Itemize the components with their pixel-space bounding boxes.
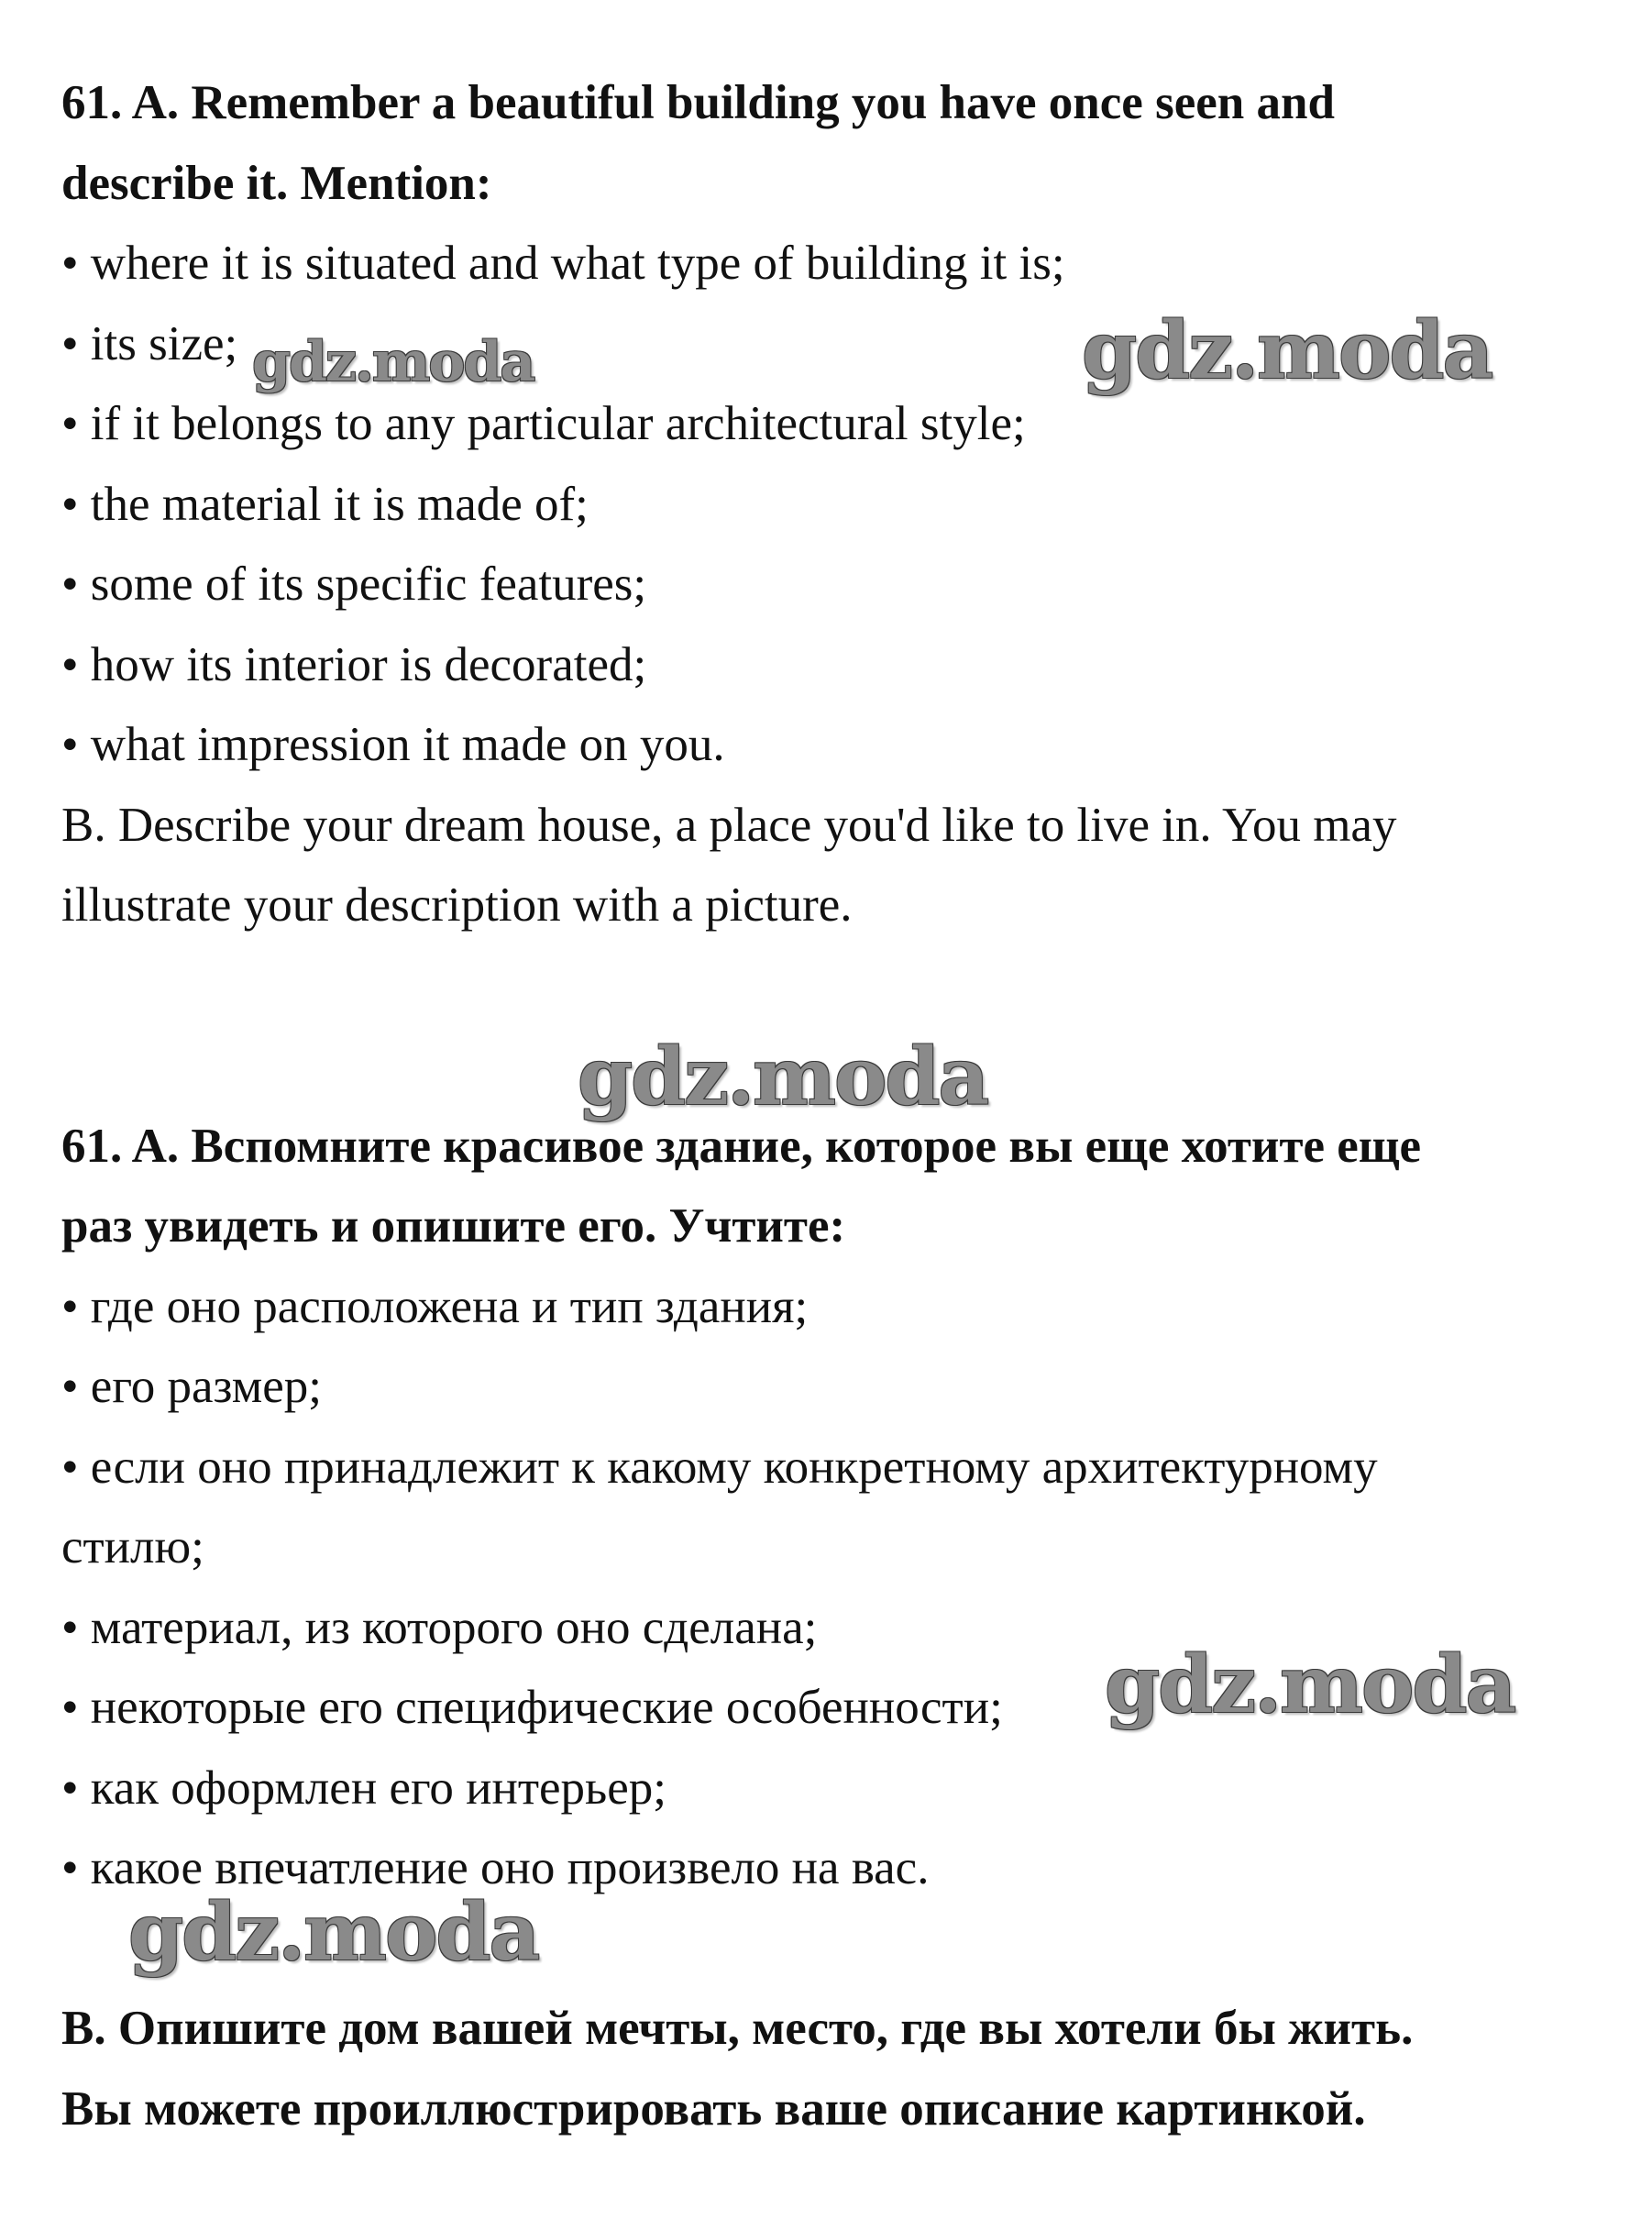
en-part-b-line-1: B. Describe your dream house, a place you'd like to live in. You may bbox=[61, 799, 1397, 852]
ru-task-title-line-2: раз увидеть и опишите его. Учтите: bbox=[61, 1199, 846, 1253]
en-bullet-impression: • what impression it made on you. bbox=[61, 718, 725, 771]
watermark-logo: gdz.moda bbox=[578, 1031, 988, 1123]
en-task-title-line-1: 61. A. Remember a beautiful building you have once seen and bbox=[61, 76, 1335, 129]
watermark-logo: gdz.moda bbox=[128, 1886, 539, 1979]
ru-bullet-size: • его размер; bbox=[61, 1360, 322, 1413]
ru-task-title-line-1: 61. A. Вспомните красивое здание, которое вы еще хотите еще bbox=[61, 1120, 1422, 1173]
watermark-logo: gdz.moda bbox=[252, 330, 534, 394]
ru-bullet-location: • где оно расположена и тип здания; bbox=[61, 1280, 809, 1333]
watermark-logo: gdz.moda bbox=[1082, 304, 1492, 397]
watermark-logo: gdz.moda bbox=[1105, 1639, 1515, 1731]
en-bullet-material: • the material it is made of; bbox=[61, 478, 589, 531]
en-bullet-interior: • how its interior is decorated; bbox=[61, 638, 647, 691]
ru-bullet-style-cont: стилю; bbox=[61, 1520, 204, 1573]
en-bullet-style: • if it belongs to any particular architectural style; bbox=[61, 397, 1026, 450]
ru-bullet-material: • материал, из которого оно сделана; bbox=[61, 1601, 818, 1654]
ru-bullet-features: • некоторые его специфические особенности; bbox=[61, 1681, 1003, 1734]
en-part-b-line-2: illustrate your description with a picture. bbox=[61, 878, 853, 932]
ru-bullet-style: • если оно принадлежит к какому конкретному архитектурному bbox=[61, 1441, 1378, 1494]
ru-part-b-line-2: Вы можете проиллюстрировать ваше описание картинкой. bbox=[61, 2082, 1366, 2136]
ru-part-b-line-1: B. Опишите дом вашей мечты, место, где вы хотели бы жить. bbox=[61, 2002, 1414, 2055]
ru-bullet-interior: • как оформлен его интерьер; bbox=[61, 1761, 666, 1815]
ru-bullet-impression: • какое впечатление оно произвело на вас. bbox=[61, 1841, 930, 1894]
en-task-title-line-2: describe it. Mention: bbox=[61, 157, 492, 210]
en-bullet-location: • where it is situated and what type of building it is; bbox=[61, 237, 1065, 290]
en-bullet-features: • some of its specific features; bbox=[61, 558, 647, 611]
en-bullet-size: • its size; bbox=[61, 317, 238, 370]
